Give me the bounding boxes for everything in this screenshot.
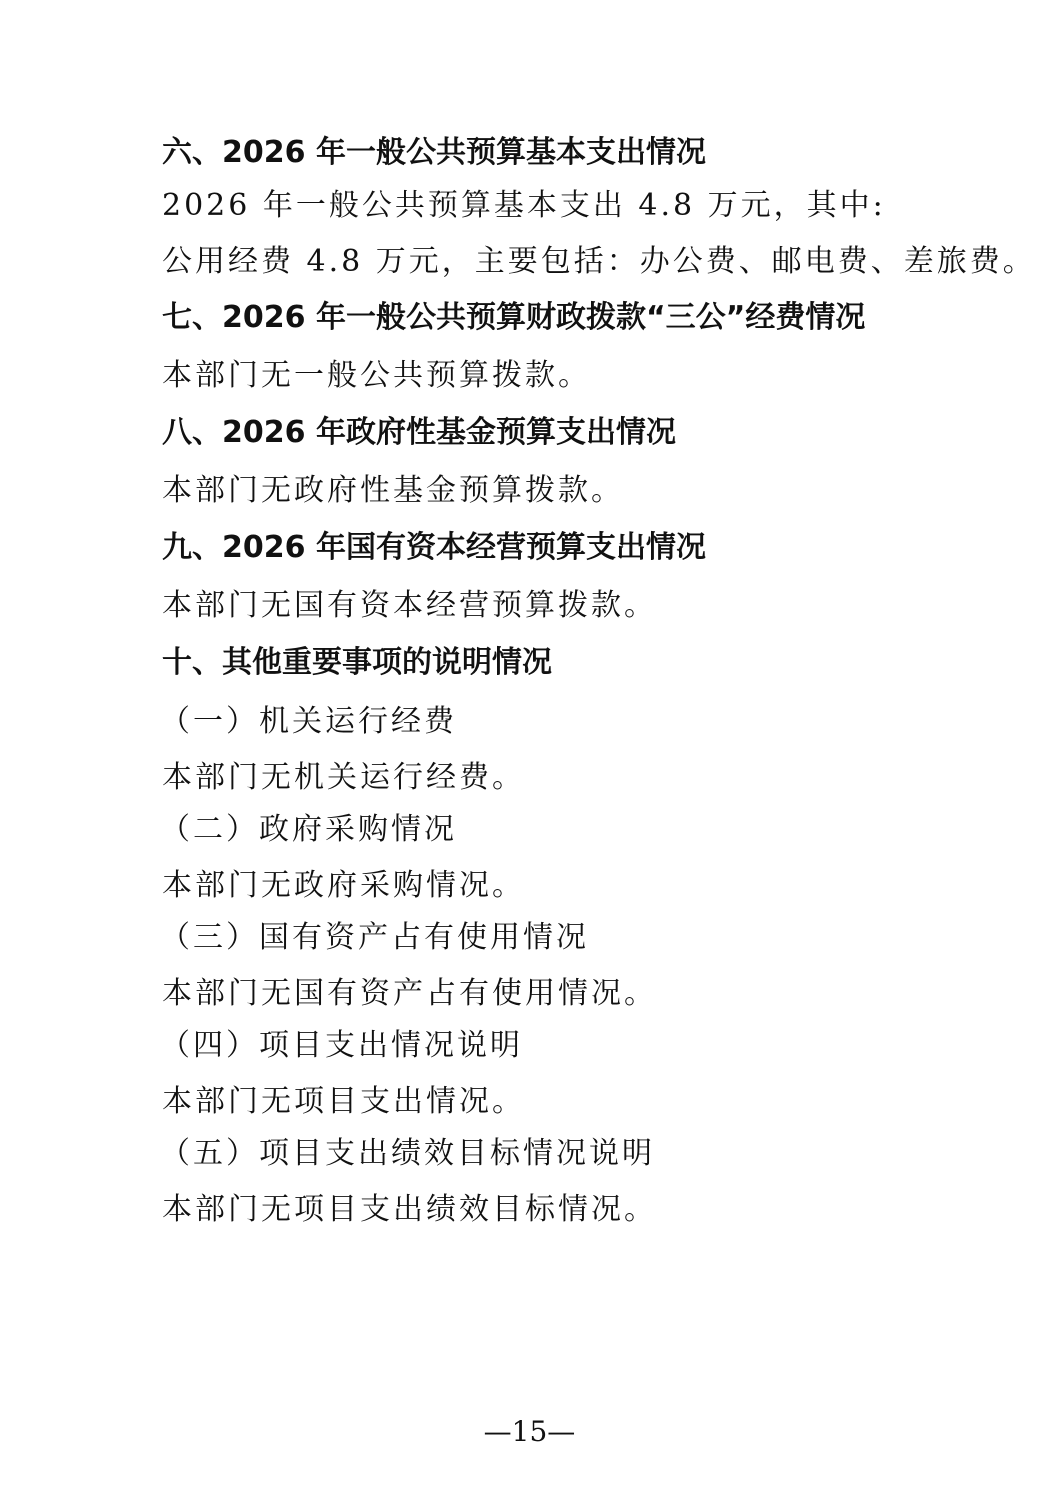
section-seven-body: 本部门无一般公共预算拨款。: [162, 358, 591, 393]
section-eight-body: 本部门无政府性基金预算拨款。: [162, 473, 624, 508]
page-number: —15—: [483, 1415, 576, 1448]
subsection-body-4: 本部门无项目支出情况。: [162, 1084, 525, 1119]
section-six-line-2: 公用经费 4.8 万元，主要包括：办公费、邮电费、差旅费。: [162, 244, 1036, 279]
subsection-body-5: 本部门无项目支出绩效目标情况。: [162, 1192, 657, 1227]
section-ten-heading: 十、其他重要事项的说明情况: [162, 645, 552, 680]
subsection-title-1: （一）机关运行经费: [160, 704, 457, 739]
subsection-title-2: （二）政府采购情况: [160, 812, 457, 847]
section-nine-body: 本部门无国有资本经营预算拨款。: [162, 588, 657, 623]
section-nine-heading: 九、2026 年国有资本经营预算支出情况: [162, 530, 706, 565]
section-seven-heading: 七、2026 年一般公共预算财政拨款“三公”经费情况: [162, 300, 866, 335]
subsection-body-1: 本部门无机关运行经费。: [162, 760, 525, 795]
section-eight-heading: 八、2026 年政府性基金预算支出情况: [162, 415, 676, 450]
subsection-body-3: 本部门无国有资产占有使用情况。: [162, 976, 657, 1011]
section-six-line-1: 2026 年一般公共预算基本支出 4.8 万元，其中:: [162, 188, 886, 223]
section-six-heading: 六、2026 年一般公共预算基本支出情况: [162, 135, 706, 170]
subsection-title-3: （三）国有资产占有使用情况: [160, 920, 589, 955]
subsection-title-4: （四）项目支出情况说明: [160, 1028, 523, 1063]
subsection-title-5: （五）项目支出绩效目标情况说明: [160, 1136, 655, 1171]
subsection-body-2: 本部门无政府采购情况。: [162, 868, 525, 903]
